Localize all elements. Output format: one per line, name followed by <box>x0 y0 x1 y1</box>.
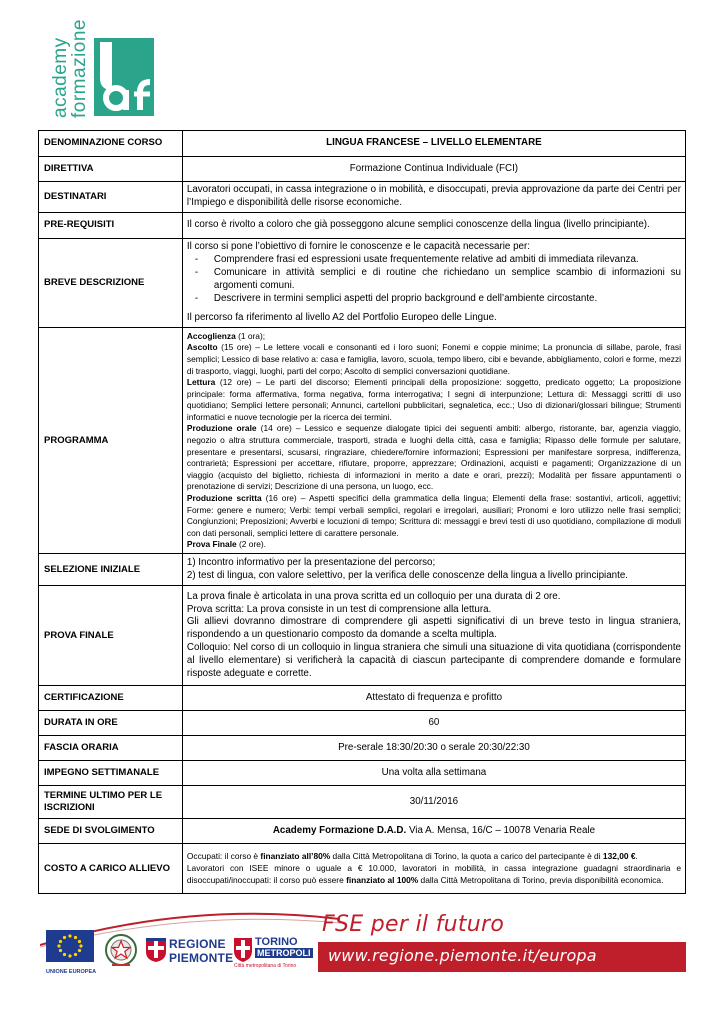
value-programma <box>182 328 685 554</box>
value-fascia: Pre-serale 18:30/20:30 o serale 20:30/22:30 <box>182 736 685 761</box>
section-text: (12 ore) – Le parti del discorso; Elementi principali della proposizione: soggetto, predicato oggetto; La proposizione principale: forma affermativa, forma negativa, forma interrogativa; I segni di interpunzione; Lettura di: Messaggi scritti di uso quotidiano; Semplici lettere personali; Annunci, cartelloni pubblicitari, segnaletica, ecc.; Uso di dizionari/glossari bilingue; Strumenti informatici e nuove tecnologie per la ricerca dei termini. <box>186 377 681 422</box>
label-sede: SEDE DI SVOLGIMENTO <box>39 819 183 844</box>
star-emblem-icon <box>104 931 138 971</box>
section-text: (1 ora); <box>235 330 266 341</box>
value-prerequisiti: Il corso è rivolto a coloro che già posseggono alcune semplici conoscenze della lingua (livello principiante). <box>182 212 685 238</box>
programma-section <box>187 377 681 423</box>
costo-text: dalla Città Metropolitana di Torino, previa disponibilità economica. <box>418 874 664 885</box>
af-monogram-icon <box>94 38 154 116</box>
torino-metropoli-logo <box>234 936 311 974</box>
section-title: Produzione orale <box>186 423 257 434</box>
section-title: Produzione scritta <box>186 493 262 504</box>
costo-text: Occupati: il corso è <box>186 851 261 862</box>
fse-title: FSE per il futuro <box>322 912 505 937</box>
section-text: (14 ore) – Lessico e sequenze dialogate tipici dei seguenti ambiti: albergo, ristorante, bar, agenzia viaggio, negozio o altra struttura commerciale, trasporti, strada e luoghi della città, casa e famiglia; Ripasso delle formule per salutare, presentare e presentarsi, scusarsi, ringraziare, chiedere/fornire informazioni; Espressioni per manifestare sorpresa, indifferenza, contrarietà; Espressioni per accettare, rifiutare, proporre, apprezzare; Ordinazioni, acquisti e pagamenti; Organizzazione di un viaggio (acquisto del biglietto, richiesta di informazioni in merito a date e orari, prezzi); Modalità per fissare appuntamenti o prenotazione di servizi; Descrizione di una persona, un luogo, ecc. <box>186 423 681 492</box>
row-prerequisiti <box>39 212 686 238</box>
label-impegno: IMPEGNO SETTIMANALE <box>39 761 183 786</box>
row-denominazione <box>39 131 686 157</box>
academy-formazione-logo <box>48 19 158 118</box>
costo-highlight: finanziato all’80% <box>260 851 331 862</box>
course-info-table <box>38 130 686 894</box>
section-title: Accoglienza <box>186 330 236 341</box>
row-destinatari <box>39 182 686 213</box>
section-title: Ascolto <box>186 342 218 353</box>
row-impegno <box>39 761 686 786</box>
row-sede <box>39 819 686 844</box>
section-text: (15 ore) – Le lettere vocali e consonanti ed i loro suoni; Fonemi e coppie minime; La pronuncia di sillabe, parole, frasi semplici; Lessico di base relativo a: casa e famiglia, lavoro, scuola, tempo libero, cibi e bevande, abbigliamento, colori e forme, mezzi di trasporto, viaggi, luoghi, parti del corpo; Ascolto di semplici conversazioni quotidiane. <box>186 342 681 376</box>
row-certificazione <box>39 686 686 711</box>
fse-url-link[interactable]: www.regione.piemonte.it/europa <box>328 946 597 965</box>
row-selezione <box>39 554 686 586</box>
label-denominazione: DENOMINAZIONE CORSO <box>39 131 183 157</box>
section-title: Lettura <box>186 377 216 388</box>
row-programma <box>39 328 686 554</box>
row-prova-finale <box>39 586 686 686</box>
list-item: - Comprendere frasi ed espressioni usate frequentemente relative ad ambiti di immediata rilevanza. <box>187 254 681 267</box>
prova-paragraph: Prova scritta: La prova consiste in un test di comprensione alla lettura. <box>186 603 492 615</box>
programma-section <box>187 342 681 377</box>
label-destinatari: DESTINATARI <box>39 182 183 213</box>
prova-paragraph: Colloquio: Nel corso di un colloquio in lingua straniera che simuli una situazione di vita quotidiana (corrispondente al livello elementare) si verificherà la capacità di ciascun partecipante di comprendere domande e formulare risposte adeguate e corrette. <box>186 642 681 680</box>
label-descrizione: BREVE DESCRIZIONE <box>39 238 183 328</box>
prova-paragraph: Gli allievi dovranno dimostrare di comprendere gli aspetti significativi di un breve testo in lingua straniera, rispondendo a un questionario composto da domande a scelta multipla. <box>186 616 681 641</box>
costo-text: . <box>635 851 638 862</box>
piemonte-shield-icon <box>146 938 166 962</box>
value-costo <box>182 844 685 894</box>
row-termine <box>39 786 686 819</box>
label-prova-finale: PROVA FINALE <box>39 586 183 686</box>
costo-text: dalla Città Metropolitana di Torino, la quota a carico del partecipante è di <box>330 851 603 862</box>
eu-logo <box>46 930 97 975</box>
to-line1: TORINO <box>255 936 298 948</box>
section-text: (2 ore). <box>236 539 267 550</box>
label-prerequisiti: PRE-REQUISITI <box>39 212 183 238</box>
row-durata <box>39 711 686 736</box>
selezione-line: 2) test di lingua, con valore selettivo, per la verifica delle conoscenze della lingua a livello principiante. <box>186 569 628 581</box>
programma-section <box>187 539 681 551</box>
row-descrizione <box>39 238 686 328</box>
label-durata: DURATA IN ORE <box>39 711 183 736</box>
rp-line2: PIEMONTE <box>169 951 234 965</box>
eu-label: UNIONE EUROPEA <box>46 969 97 975</box>
logo-af-mark <box>94 38 154 116</box>
value-denominazione: LINGUA FRANCESE – LIVELLO ELEMENTARE <box>182 131 685 157</box>
torino-shield-icon <box>234 938 252 962</box>
value-prova-finale <box>182 586 685 686</box>
value-destinatari: Lavoratori occupati, in cassa integrazione o in mobilità, e disoccupati, previa approvazione da parte dei Centri per l’Impiego e disponibilità delle risorse economiche. <box>182 182 685 213</box>
descrizione-list <box>187 254 681 306</box>
logo-wordmark <box>48 19 92 118</box>
costo-amount: 132,00 € <box>602 851 636 862</box>
section-title: Prova Finale <box>186 539 237 550</box>
list-item: - Descrivere in termini semplici aspetti del proprio background e dell’ambiente circostante. <box>187 293 681 306</box>
regione-piemonte-logo <box>146 936 234 968</box>
prova-paragraph: La prova finale è articolata in una prova scritta ed un colloquio per una durata di 2 ore. <box>186 590 561 602</box>
costo-highlight: finanziato al 100% <box>346 874 419 885</box>
to-line2: METROPOLI <box>257 948 311 958</box>
label-selezione: SELEZIONE INIZIALE <box>39 554 183 586</box>
value-selezione <box>182 554 685 586</box>
costo-text: Lavoratori con ISEE minore o uguale a € 10.000, lavoratori in mobilità, in cassa integrazione guadagni straordinaria e disoccupati/inoccupati: il corso può essere <box>186 863 681 885</box>
programma-section <box>187 493 681 539</box>
row-costo <box>39 844 686 894</box>
label-fascia: FASCIA ORARIA <box>39 736 183 761</box>
sede-name: Academy Formazione D.A.D. <box>272 824 407 836</box>
logo-text-academy: academy <box>50 37 71 118</box>
value-certificazione: Attestato di frequenza e profitto <box>182 686 685 711</box>
label-costo: COSTO A CARICO ALLIEVO <box>39 844 183 894</box>
to-sub: Città metropolitana di Torino <box>234 963 297 969</box>
logo-text-formazione: formazione <box>69 19 90 118</box>
row-fascia <box>39 736 686 761</box>
sede-address: Via A. Mensa, 16/C – 10078 Venaria Reale <box>406 824 596 836</box>
selezione-line: 1) Incontro informativo per la presentazione del percorso; <box>186 556 436 568</box>
label-programma: PROGRAMMA <box>39 328 183 554</box>
section-text: (16 ore) – Aspetti specifici della grammatica della lingua; Elementi della frase: sostantivi, articoli, aggettivi; Forme: genere e numero; Verbi: tempi verbali semplici, regolari e irregolari, ausiliari; Pronomi e loro utilizzo nelle frasi semplici; Congiunzioni; Preposizioni; Avverbi e locuzioni di tempo; Scrittura di: messaggi e brevi testi di uso quotidiano, compilazione di moduli con dati personali, semplici lettere di carattere personale. <box>186 493 681 538</box>
descrizione-intro: Il corso si pone l’obiettivo di fornire le conoscenze e le capacità necessarie per: <box>186 240 530 252</box>
row-direttiva <box>39 157 686 182</box>
value-impegno: Una volta alla settimana <box>182 761 685 786</box>
value-sede <box>182 819 685 844</box>
programma-section <box>187 331 681 343</box>
label-termine: TERMINE ULTIMO PER LE ISCRIZIONI <box>39 786 183 819</box>
value-direttiva: Formazione Continua Individuale (FCI) <box>182 157 685 182</box>
label-direttiva: DIRETTIVA <box>39 157 183 182</box>
italian-republic-emblem <box>104 931 138 971</box>
value-durata: 60 <box>182 711 685 736</box>
value-termine: 30/11/2016 <box>182 786 685 819</box>
eu-flag-icon <box>46 930 94 962</box>
rp-line1: REGIONE <box>169 937 226 951</box>
costo-disoccupati <box>187 863 681 886</box>
costo-occupati <box>187 851 681 863</box>
label-certificazione: CERTIFICAZIONE <box>39 686 183 711</box>
list-item: - Comunicare in attività semplici e di routine che richiedano un semplice scambio di informazioni su argomenti comuni. <box>187 267 681 293</box>
programma-section <box>187 423 681 493</box>
value-descrizione <box>182 238 685 328</box>
descrizione-outro: Il percorso fa riferimento al livello A2 del Portfolio Europeo delle Lingue. <box>186 312 497 324</box>
